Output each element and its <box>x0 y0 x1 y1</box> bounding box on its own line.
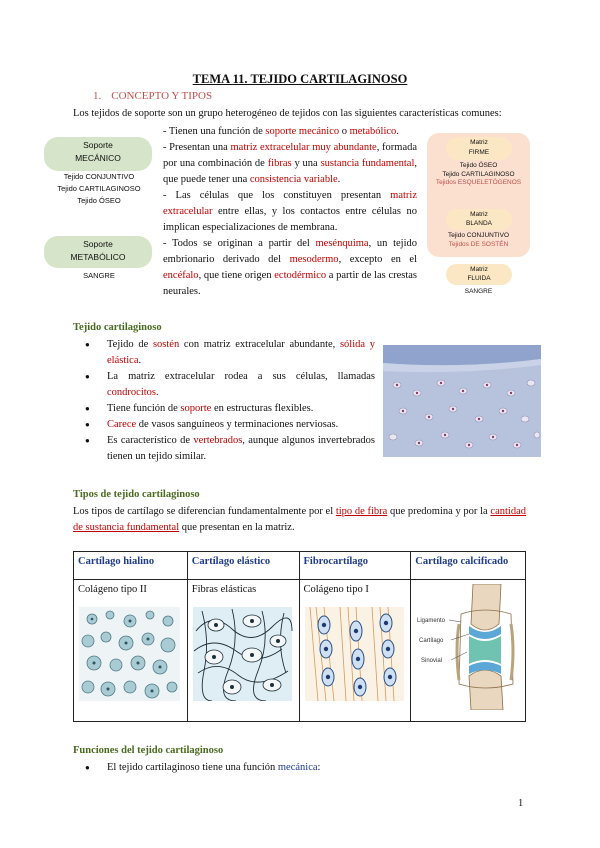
cartilage-types-table <box>73 551 526 722</box>
cartilage-micrograph <box>383 345 541 457</box>
table-cell <box>411 580 526 722</box>
funciones-heading: Funciones del tejido cartilaginoso <box>73 745 224 756</box>
feature-3: - Las células que los constituyen presentan matriz extracelular entre ellas, y los contactos entre células no implican especializaciones de membrana. <box>163 190 417 233</box>
list-item: ● La matriz extracelular rodea a sus células, llamadas condrocitos. <box>73 369 375 401</box>
joint-illustration <box>415 584 519 710</box>
intro-paragraph: Los tejidos de soporte son un grupo heterogéneo de tejidos con las siguientes características comunes: <box>73 108 502 119</box>
table-header-cell: Cartílago hialino <box>74 552 188 580</box>
joint-label-ligamento: Ligamento <box>417 618 446 624</box>
tipos-heading: Tipos de tejido cartilaginoso <box>73 489 200 500</box>
section-heading: 1. CONCEPTO Y TIPOS <box>93 90 213 102</box>
matriz-blanda-list: Tejido CONJUNTIVO Tejidos DE SOSTÉN <box>447 232 510 248</box>
list-item: ● Tejido de sostén con matriz extracelular abundante, sólida y elástica. <box>73 337 375 369</box>
list-item: ● Es característico de vertebrados, aunque algunos invertebrados tienen un tejido similar. <box>73 433 375 465</box>
tipos-paragraph: Los tipos de cartílago se diferencian fundamentalmente por el tipo de fibra que predomina y por la cantidad de sustancia fundamental que presentan en la matriz. <box>73 506 526 533</box>
matriz-blanda-pill: Matriz BLANDA <box>446 209 512 230</box>
matriz-firme-pill: Matriz FIRME <box>446 137 512 160</box>
feature-1: - Tienen una función de soporte mecánico o metabólico. <box>163 126 399 137</box>
fibrocartilage-illustration <box>304 601 405 701</box>
list-item: ● Carece de vasos sanguíneos y terminaciones nerviosas. <box>73 417 375 433</box>
feature-2: - Presentan una matriz extracelular muy abundante, formada por una combinación de fibras y una sustancia fundamental, que puede tener una consistencia variable. <box>163 142 418 185</box>
matriz-fluida-list: SANGRE <box>464 288 493 295</box>
soporte-mecanico-list: Tejido CONJUNTIVO Tejido CARTILAGINOSO Tejido ÓSEO <box>57 172 141 205</box>
tejido-bullets <box>73 337 375 465</box>
list-item: ● El tejido cartilaginoso tiene una función mecánica: <box>73 760 526 776</box>
hyaline-illustration <box>78 601 181 701</box>
feature-4: - Todos se originan a partir del mesénquima, un tejido embrionario derivado del mesodermo, excepto en el encéfalo, que tiene origen ectodérmico a partir de las crestas neurales. <box>163 238 418 297</box>
table-cell: Colágeno tipo II <box>74 580 188 722</box>
table-header-cell: Fibrocartílago <box>299 552 411 580</box>
matriz-fluida-pill: Matriz FLUIDA <box>446 264 512 285</box>
table-cell: Colágeno tipo I <box>299 580 411 722</box>
table-header-cell: Cartílago elástico <box>187 552 299 580</box>
features-text <box>163 124 417 300</box>
page-title: TEMA 11. TEJIDO CARTILAGINOSO <box>192 72 408 86</box>
table-header-cell: Cartílago calcificado <box>411 552 526 580</box>
joint-label-cartilago: Cartílago <box>419 638 444 644</box>
list-item: ● Tiene función de soporte en estructuras flexibles. <box>73 401 375 417</box>
funciones-bullets <box>73 760 526 776</box>
matriz-firme-list: Tejido ÓSEO Tejido CARTILAGINOSO Tejidos ESQUELETÓGENOS <box>435 162 522 186</box>
table-cell: Fibras elásticas <box>187 580 299 722</box>
soporte-mecanico-pill: Soporte MECÁNICO <box>44 137 152 171</box>
soporte-metabolico-list: SANGRE <box>83 271 115 280</box>
soporte-metabolico-pill: Soporte METABÓLICO <box>44 236 152 268</box>
page-number: 1 <box>518 798 524 809</box>
elastic-illustration <box>192 601 293 701</box>
joint-label-sinovial: Sinovial <box>421 658 443 664</box>
tejido-heading: Tejido cartilaginoso <box>73 322 162 333</box>
